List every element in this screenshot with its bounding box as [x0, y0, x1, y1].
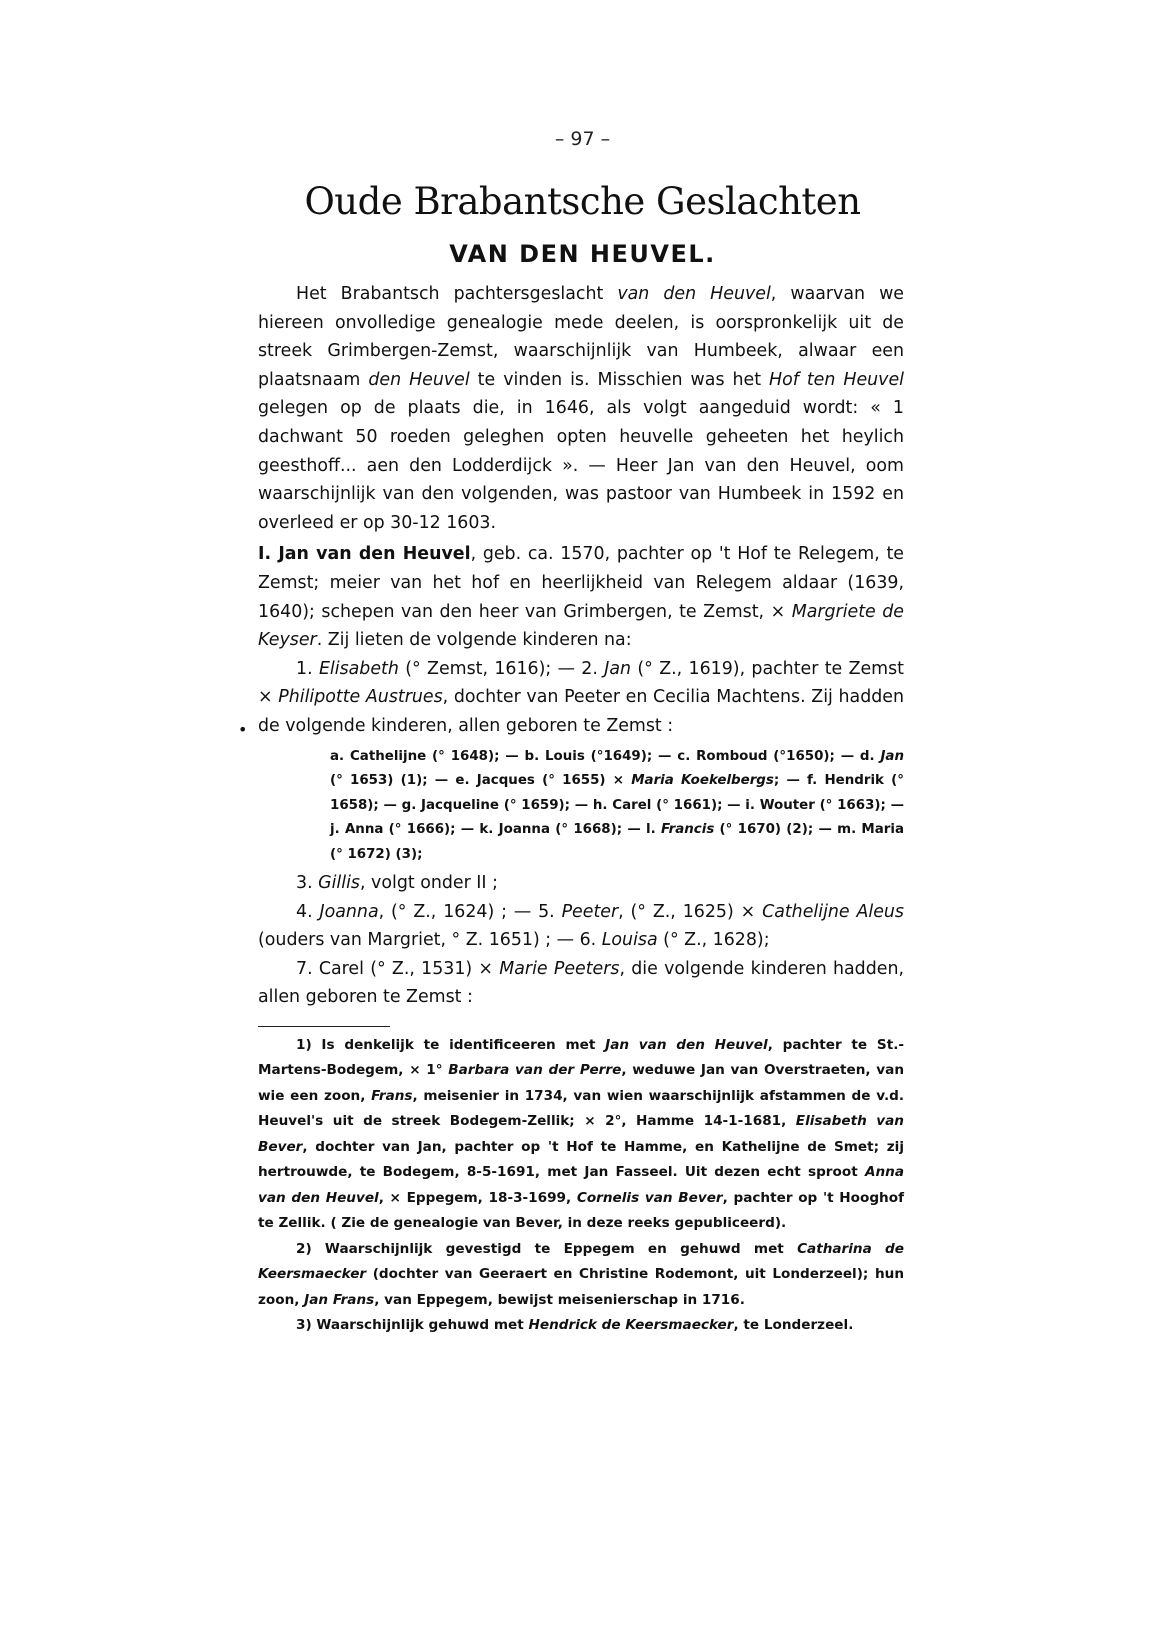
- italic-run: Anna van den Heuvel: [258, 1164, 904, 1206]
- italic-run: Frans: [371, 1087, 413, 1104]
- text-run: 4.: [296, 901, 320, 922]
- text-run: , die volgende kinderen hadden, allen geboren te Zemst :: [258, 958, 905, 1008]
- italic-run: Margriete de Keyser: [258, 601, 904, 651]
- main-text: [258, 280, 904, 1339]
- text-run: , dochter van Jan, pachter op 't Hof te Hamme, en Kathelijne de Smet; zij hertrouwde, te Bodegem, 8-5-1691, met Jan Fasseel. Uit dezen echt sproot: [258, 1138, 904, 1181]
- text-run: gelegen op de plaats die, in 1646, als volgt aangeduid wordt: « 1 dachwant 50 roeden geleghen opten heuvelle geheeten het heylich geesthoff... aen den Lodderdijck ». — Heer Jan van den Heuvel, oom waarschijnlijk van den volgenden, was pastoor van Humbeek in 1592 en overleed er op 30-12 1603.: [258, 398, 904, 533]
- text-run: 2) Waarschijnlijk gevestigd te Eppegem en gehuwd met: [296, 1240, 798, 1257]
- italic-run: Catharina de Keersmaecker: [258, 1240, 904, 1283]
- text-run: 1) Is denkelijk te identificeeren met: [296, 1036, 606, 1053]
- text-run: 7. Carel (° Z., 1531) ×: [296, 958, 500, 979]
- text-run: 3.: [296, 873, 319, 893]
- child-item-1-2: [258, 655, 904, 741]
- child-item-3: [258, 869, 904, 898]
- text-run: , meisenier in 1734, van wien waarschijnlijk afstammen de v.d. Heuvel's uit de streek Bodegem-Zellik; × 2°, Hamme 14-1-1681,: [258, 1087, 905, 1130]
- footnotes: [258, 1033, 904, 1339]
- italic-run: Francis: [660, 822, 715, 837]
- text-run: , pachter op 't Hooghof te Zellik. ( Zie de genealogie van Bever, in deze reeks gepubliceerd).: [258, 1189, 904, 1232]
- text-run: Het Brabantsch pachtersgeslacht: [296, 284, 618, 304]
- text-run: ; — f. Hendrik (° 1658); — g. Jacqueline (° 1659); — h. Carel (° 1661); — i. Wouter (° 1663); — j. Anna (° 1666); — k. Joanna (° 1668); — l.: [330, 773, 904, 837]
- italic-run: Cathelijne Aleus: [762, 901, 904, 922]
- text-run: , geb. ca. 1570, pachter op 't Hof te Relegem, te Zemst; meier van het hof en heerlijkheid van Relegem aldaar (1639, 1640); schepen van den heer van Grimbergen, te Zemst, ×: [258, 544, 904, 622]
- italic-run: Hendrick de Keersmaecker: [528, 1317, 734, 1334]
- text-run: (° Zemst, 1616); — 2.: [398, 658, 605, 679]
- text-run: (° 1653) (1); — e. Jacques (° 1655) ×: [330, 773, 632, 788]
- italic-run: Elisabeth: [318, 658, 399, 679]
- footnote-1: [258, 1033, 904, 1237]
- text-run: (dochter van Geeraert en Christine Rodemont, uit Londerzeel); hun zoon,: [258, 1266, 904, 1308]
- grandchildren-list: [330, 745, 904, 868]
- text-run: a. Cathelijne (° 1648); — b. Louis (°1649); — c. Romboud (°1650); — d.: [330, 748, 881, 764]
- child-item-4-6: [258, 898, 904, 955]
- text-run: (ouders van Margriet, ° Z. 1651) ; — 6.: [258, 930, 602, 951]
- italic-run: Joanna: [319, 901, 379, 922]
- footnote-3: [258, 1313, 904, 1339]
- text-run: (° 1670) (2); — m. Maria (° 1672) (3);: [330, 822, 905, 862]
- text-run: , weduwe Jan van Overstraeten, van wie een zoon,: [258, 1062, 904, 1104]
- footnote-divider: [258, 1026, 390, 1027]
- text-run: , dochter van Peeter en Cecilia Machtens. Zij hadden de volgende kinderen, allen geboren te Zemst :: [258, 687, 904, 736]
- italic-run: Jan Frans: [304, 1291, 375, 1308]
- generation-heading: I. Jan van den Heuvel: [258, 544, 471, 565]
- italic-run: Maria Koekelbergs: [631, 773, 774, 788]
- page-subtitle: VAN DEN HEUVEL.: [449, 240, 716, 268]
- text-run: (° Z., 1619), pachter te Zemst ×: [258, 658, 905, 708]
- text-run: , volgt onder II ;: [360, 873, 498, 893]
- child-item-7: [258, 955, 904, 1012]
- page-number: – 97 –: [554, 128, 611, 150]
- text-run: 3) Waarschijnlijk gehuwd met: [296, 1317, 529, 1334]
- text-run: , te Londerzeel.: [733, 1317, 854, 1334]
- margin-dot: •: [238, 720, 248, 739]
- text-run: te vinden is. Misschien was het: [469, 369, 770, 390]
- italic-run: den Heuvel: [368, 369, 470, 390]
- italic-run: Cornelis van Bever: [576, 1189, 723, 1206]
- text-run: , (° Z., 1625) ×: [618, 901, 763, 922]
- intro-paragraph: [258, 280, 904, 537]
- italic-run: Jan van den Heuvel: [605, 1036, 768, 1053]
- page-title: Oude Brabantsche Geslachten: [304, 180, 861, 223]
- italic-run: Peeter: [561, 901, 619, 922]
- text-run: , waarvan we hiereen onvolledige genealogie mede deelen, is oorspronkelijk uit de streek Grimbergen-Zemst, waarschijnlijk van Humbeek, alwaar een plaatsnaam: [258, 284, 904, 390]
- text-run: . Zij lieten de volgende kinderen na:: [316, 630, 632, 651]
- italic-run: Elisabeth van Bever: [258, 1113, 904, 1155]
- text-run: , van Eppegem, bewijst meisenierschap in 1716.: [374, 1291, 745, 1308]
- italic-run: Marie Peeters: [499, 958, 620, 979]
- italic-run: Philipotte Austrues: [278, 687, 443, 708]
- italic-run: Barbara van der Perre: [448, 1062, 622, 1079]
- italic-run: Gillis: [318, 873, 360, 893]
- italic-run: Jan: [604, 658, 632, 679]
- generation-one-paragraph: [258, 540, 904, 654]
- text-run: 1.: [296, 658, 319, 679]
- footnote-2: [258, 1237, 904, 1314]
- italic-run: Louisa: [601, 930, 658, 951]
- text-run: (° Z., 1628);: [657, 930, 770, 951]
- text-run: , pachter te St.-Martens-Bodegem, × 1°: [258, 1036, 904, 1079]
- italic-run: van den Heuvel: [617, 284, 771, 304]
- text-run: , × Eppegem, 18-3-1699,: [378, 1189, 577, 1206]
- italic-run: Hof ten Heuvel: [769, 369, 904, 390]
- italic-run: Jan: [880, 748, 904, 764]
- text-run: , (° Z., 1624) ; — 5.: [378, 901, 562, 922]
